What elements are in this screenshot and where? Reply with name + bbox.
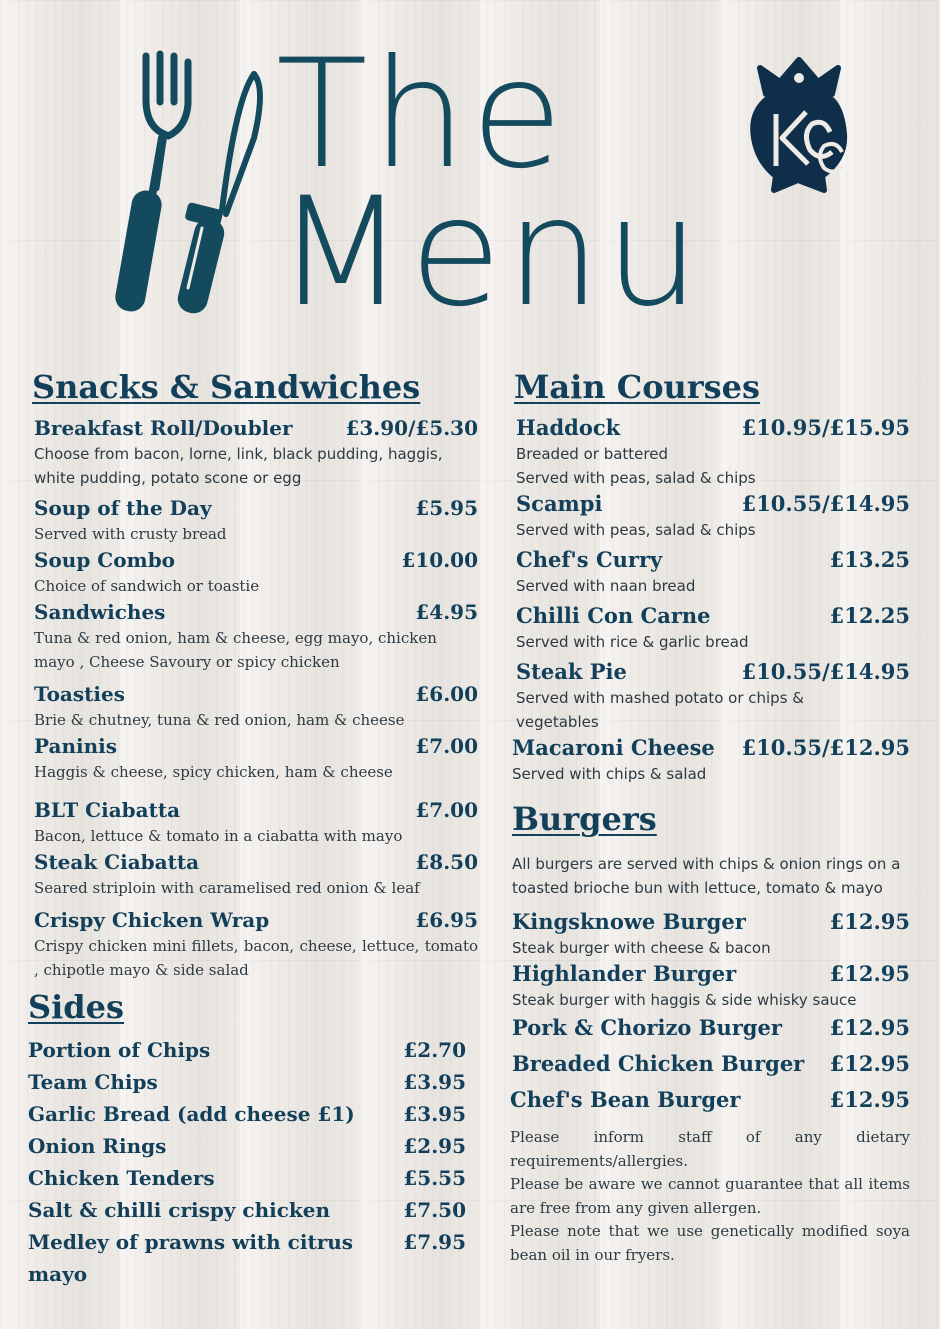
menu-item bbox=[28, 732, 484, 784]
item-price: £10.00 bbox=[401, 548, 478, 572]
menu-item bbox=[510, 414, 910, 490]
menu-item bbox=[510, 960, 910, 1012]
item-price: £12.95 bbox=[829, 1015, 910, 1040]
item-name: Kingsknowe Burger bbox=[512, 909, 746, 934]
section-title-snacks: Snacks & Sandwiches bbox=[32, 368, 421, 406]
side-name: Garlic Bread (add cheese £1) bbox=[28, 1102, 355, 1126]
side-price: £3.95 bbox=[403, 1070, 466, 1094]
notice-line: Please note that we use genetically modified soya bean oil in our fryers. bbox=[510, 1222, 910, 1264]
side-name: Team Chips bbox=[28, 1070, 158, 1094]
item-description: Tuna & red onion, ham & cheese, egg mayo, chicken mayo , Cheese Savoury or spicy chicken bbox=[34, 629, 437, 671]
item-price: £10.55/£12.95 bbox=[741, 735, 910, 760]
notice-line: Please be aware we cannot guarantee that all items are free from any given allergen. bbox=[510, 1175, 910, 1217]
item-price: £5.95 bbox=[415, 496, 478, 520]
side-price: £5.55 bbox=[403, 1166, 466, 1190]
item-description: Seared striploin with caramelised red onion & leaf bbox=[34, 879, 420, 897]
menu-item bbox=[28, 598, 484, 674]
item-name: Breakfast Roll/Doubler bbox=[34, 416, 293, 440]
side-name: Portion of Chips bbox=[28, 1038, 211, 1062]
side-price: £7.95 bbox=[403, 1230, 466, 1254]
menu-item bbox=[510, 1014, 910, 1042]
item-price: £10.95/£15.95 bbox=[741, 415, 910, 440]
item-price: £12.95 bbox=[829, 909, 910, 934]
menu-item bbox=[28, 414, 484, 490]
item-description: Steak burger with haggis & side whisky sauce bbox=[512, 991, 857, 1009]
crown-monogram-logo bbox=[746, 54, 852, 196]
item-name: Pork & Chorizo Burger bbox=[512, 1015, 782, 1040]
item-price: £12.95 bbox=[829, 1087, 910, 1112]
item-description: Haggis & cheese, spicy chicken, ham & cheese bbox=[34, 763, 393, 781]
section-title-sides: Sides bbox=[28, 988, 125, 1026]
side-item bbox=[28, 1194, 484, 1226]
item-description: Served with peas, salad & chips bbox=[516, 521, 756, 539]
item-price: £6.00 bbox=[415, 682, 478, 706]
notice-line: Please inform staff of any dietary requirements/allergies. bbox=[510, 1128, 910, 1170]
item-price: £4.95 bbox=[415, 600, 478, 624]
menu-item bbox=[28, 906, 484, 982]
item-name: Scampi bbox=[516, 491, 603, 516]
item-description: Choice of sandwich or toastie bbox=[34, 577, 260, 595]
item-description: Brie & chutney, tuna & red onion, ham & cheese bbox=[34, 711, 405, 729]
item-name: Chef's Curry bbox=[516, 547, 663, 572]
side-price: £7.50 bbox=[403, 1198, 466, 1222]
side-name: Medley of prawns with citrus mayo bbox=[28, 1230, 354, 1286]
item-name: Sandwiches bbox=[34, 600, 166, 624]
item-price: £13.25 bbox=[829, 547, 910, 572]
cutlery-icon bbox=[106, 48, 266, 320]
fork-icon bbox=[113, 54, 188, 314]
right-column bbox=[510, 368, 910, 1267]
side-item bbox=[28, 1162, 484, 1194]
item-price: £6.95 bbox=[415, 908, 478, 932]
item-description: Served with peas, salad & chips bbox=[516, 469, 756, 487]
item-description: Served with rice & garlic bread bbox=[516, 633, 749, 651]
menu-item bbox=[28, 796, 484, 848]
side-price: £2.95 bbox=[403, 1134, 466, 1158]
menu-item bbox=[28, 680, 484, 732]
item-description: Crispy chicken mini fillets, bacon, cheese, lettuce, tomato , chipotle mayo & side salad bbox=[34, 937, 478, 979]
item-description: Breaded or battered bbox=[516, 445, 668, 463]
item-description: Served with naan bread bbox=[516, 577, 696, 595]
item-name: Soup of the Day bbox=[34, 496, 212, 520]
item-price: £12.25 bbox=[829, 603, 910, 628]
item-description: Steak burger with cheese & bacon bbox=[512, 939, 771, 957]
item-description: Bacon, lettuce & tomato in a ciabatta with mayo bbox=[34, 827, 403, 845]
burger-intro: All burgers are served with chips & onion rings on a toasted brioche bun with lettuce, tomato & mayo bbox=[512, 855, 901, 897]
item-name: Toasties bbox=[34, 682, 125, 706]
side-item bbox=[28, 1226, 484, 1290]
item-price: £7.00 bbox=[415, 734, 478, 758]
menu-item bbox=[28, 494, 484, 546]
side-item bbox=[28, 1066, 484, 1098]
section-title-mains: Main Courses bbox=[514, 368, 761, 406]
item-price: £7.00 bbox=[415, 798, 478, 822]
item-name: Chef's Bean Burger bbox=[510, 1087, 741, 1112]
menu-item bbox=[510, 734, 910, 786]
allergen-notice bbox=[510, 1126, 910, 1267]
side-price: £2.70 bbox=[403, 1038, 466, 1062]
item-name: Haddock bbox=[516, 415, 621, 440]
side-price: £3.95 bbox=[403, 1102, 466, 1126]
item-price: £12.95 bbox=[829, 961, 910, 986]
item-name: Crispy Chicken Wrap bbox=[34, 908, 270, 932]
item-description: Served with mashed potato or chips & vegetables bbox=[516, 689, 804, 731]
item-name: Paninis bbox=[34, 734, 117, 758]
menu-item bbox=[510, 1050, 910, 1078]
page-title-line2: Menu bbox=[276, 166, 704, 340]
item-price: £12.95 bbox=[829, 1051, 910, 1076]
item-price: £10.55/£14.95 bbox=[741, 659, 910, 684]
item-price: £3.90/£5.30 bbox=[345, 416, 478, 440]
menu-item bbox=[510, 546, 910, 598]
side-item bbox=[28, 1130, 484, 1162]
item-price: £8.50 bbox=[415, 850, 478, 874]
item-description: Served with crusty bread bbox=[34, 525, 227, 543]
item-name: Breaded Chicken Burger bbox=[512, 1051, 805, 1076]
item-description: Served with chips & salad bbox=[512, 765, 707, 783]
item-description: Choose from bacon, lorne, link, black pudding, haggis, white pudding, potato scone or egg bbox=[34, 445, 443, 487]
menu-item bbox=[510, 602, 910, 654]
item-name: Steak Ciabatta bbox=[34, 850, 200, 874]
item-name: Steak Pie bbox=[516, 659, 627, 684]
menu-item bbox=[510, 1086, 910, 1114]
side-name: Onion Rings bbox=[28, 1134, 167, 1158]
item-name: Chilli Con Carne bbox=[516, 603, 711, 628]
section-title-burgers: Burgers bbox=[512, 800, 657, 838]
item-name: BLT Ciabatta bbox=[34, 798, 181, 822]
item-price: £10.55/£14.95 bbox=[741, 491, 910, 516]
side-name: Chicken Tenders bbox=[28, 1166, 215, 1190]
side-name: Salt & chilli crispy chicken bbox=[28, 1198, 331, 1222]
side-item bbox=[28, 1098, 484, 1130]
side-item bbox=[28, 1034, 484, 1066]
left-column bbox=[28, 368, 484, 1290]
menu-item bbox=[28, 848, 484, 900]
menu-item bbox=[28, 546, 484, 598]
item-name: Soup Combo bbox=[34, 548, 176, 572]
menu-item bbox=[510, 658, 910, 734]
page-title-line1: The bbox=[276, 28, 567, 202]
item-name: Macaroni Cheese bbox=[512, 735, 715, 760]
menu-item bbox=[510, 908, 910, 960]
menu-item bbox=[510, 490, 910, 542]
item-name: Highlander Burger bbox=[512, 961, 737, 986]
